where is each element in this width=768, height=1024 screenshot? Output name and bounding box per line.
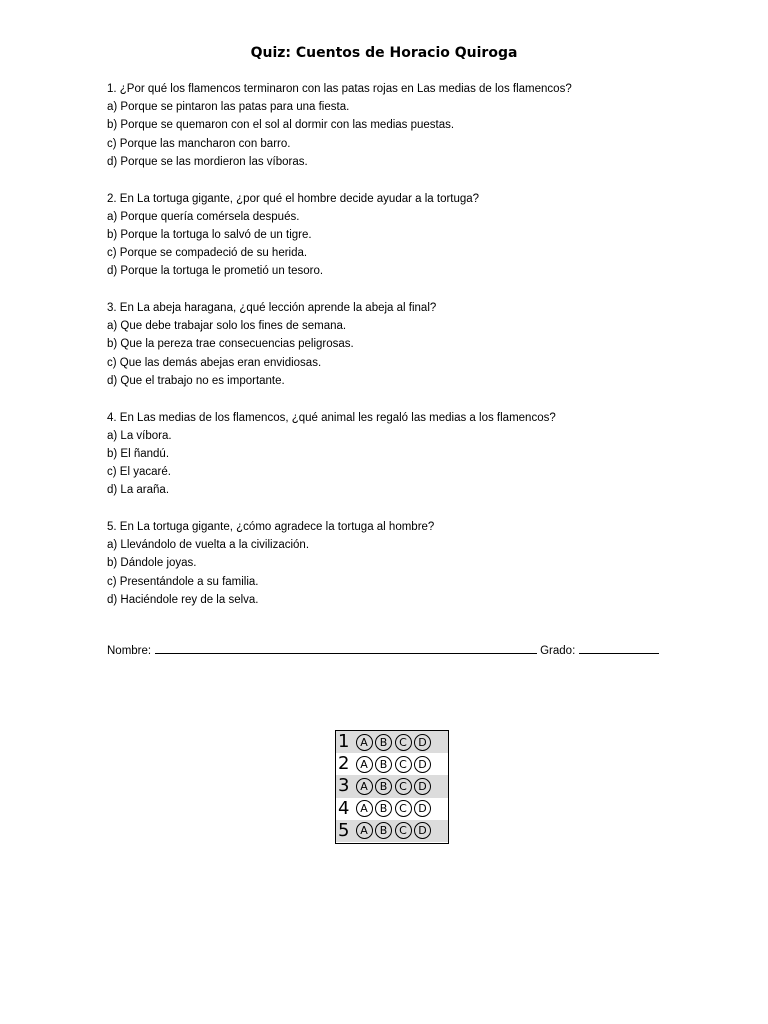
answer-option: a) Porque se pintaron las patas para una fiesta. — [107, 101, 350, 114]
question-prompt: 2. En La tortuga gigante, ¿por qué el hombre decide ayudar a la tortuga? — [107, 192, 480, 205]
bubble-b[interactable]: B — [375, 822, 392, 839]
answer-option: d) Haciéndole rey de la selva. — [107, 593, 259, 606]
bubble-b[interactable]: B — [375, 778, 392, 795]
question-prompt: 3. En La abeja haragana, ¿qué lección aprende la abeja al final? — [107, 302, 437, 315]
answer-option: a) La víbora. — [107, 429, 172, 442]
bubble-d[interactable]: D — [414, 800, 431, 817]
answer-grid-row — [336, 753, 448, 775]
question-2 — [107, 190, 727, 281]
answer-option: b) El ñandú. — [107, 447, 170, 460]
bubble-d[interactable]: D — [414, 778, 431, 795]
bubble-b[interactable]: B — [375, 734, 392, 751]
bubble-c[interactable]: C — [395, 734, 412, 751]
question-prompt: 4. En Las medias de los flamencos, ¿qué animal les regaló las medias a los flamencos? — [107, 411, 556, 424]
question-3 — [107, 299, 727, 390]
bubble-a[interactable]: A — [356, 822, 373, 839]
row-number: 4 — [338, 797, 350, 819]
row-number: 2 — [338, 753, 350, 775]
answer-option: b) Que la pereza trae consecuencias peligrosas. — [107, 338, 354, 351]
question-list — [107, 80, 727, 628]
answer-option: b) Porque la tortuga lo salvó de un tigre. — [107, 228, 312, 241]
answer-grid-row — [336, 798, 448, 820]
bubble-c[interactable]: C — [395, 822, 412, 839]
question-5 — [107, 518, 727, 609]
bubble-a[interactable]: A — [356, 756, 373, 773]
answer-option: d) Que el trabajo no es importante. — [107, 374, 285, 387]
answer-option: a) Llevándolo de vuelta a la civilización. — [107, 539, 310, 552]
bubble-a[interactable]: A — [356, 800, 373, 817]
row-number: 1 — [338, 731, 350, 753]
answer-option: b) Porque se quemaron con el sol al dormir con las medias puestas. — [107, 119, 455, 132]
question-4 — [107, 409, 727, 500]
answer-option: c) Que las demás abejas eran envidiosas. — [107, 356, 322, 369]
bubble-d[interactable]: D — [414, 756, 431, 773]
bubble-c[interactable]: C — [395, 778, 412, 795]
student-info-line — [107, 642, 659, 660]
grade-blank[interactable] — [579, 642, 659, 654]
bubble-b[interactable]: B — [375, 800, 392, 817]
answer-grid-row — [336, 775, 448, 797]
answer-option: c) Porque las mancharon con barro. — [107, 137, 291, 150]
bubble-b[interactable]: B — [375, 756, 392, 773]
answer-option: c) Porque se compadeció de su herida. — [107, 247, 308, 260]
answer-option: a) Porque quería comérsela después. — [107, 210, 300, 223]
answer-grid — [335, 730, 449, 844]
answer-option: d) Porque la tortuga le prometió un tesoro. — [107, 265, 324, 278]
row-number: 5 — [338, 819, 350, 841]
bubble-c[interactable]: C — [395, 800, 412, 817]
answer-option: c) Presentándole a su familia. — [107, 575, 259, 588]
answer-grid-row — [336, 820, 448, 842]
bubble-c[interactable]: C — [395, 756, 412, 773]
answer-option: d) La araña. — [107, 484, 170, 497]
bubble-a[interactable]: A — [356, 734, 373, 751]
bubble-d[interactable]: D — [414, 734, 431, 751]
grade-label: Grado: — [540, 645, 576, 657]
name-label: Nombre: — [107, 645, 152, 657]
question-prompt: 5. En La tortuga gigante, ¿cómo agradece la tortuga al hombre? — [107, 521, 435, 534]
row-number: 3 — [338, 775, 350, 797]
answer-grid-row — [336, 731, 448, 753]
question-1 — [107, 80, 727, 171]
name-blank[interactable] — [155, 642, 537, 654]
page-title: Quiz: Cuentos de Horacio Quiroga — [250, 45, 518, 61]
question-prompt: 1. ¿Por qué los flamencos terminaron con las patas rojas en Las medias de los flamencos? — [107, 83, 572, 95]
answer-option: d) Porque se las mordieron las víboras. — [107, 155, 308, 168]
answer-option: b) Dándole joyas. — [107, 557, 197, 570]
bubble-a[interactable]: A — [356, 778, 373, 795]
bubble-d[interactable]: D — [414, 822, 431, 839]
answer-option: c) El yacaré. — [107, 466, 171, 479]
answer-option: a) Que debe trabajar solo los fines de semana. — [107, 320, 347, 333]
